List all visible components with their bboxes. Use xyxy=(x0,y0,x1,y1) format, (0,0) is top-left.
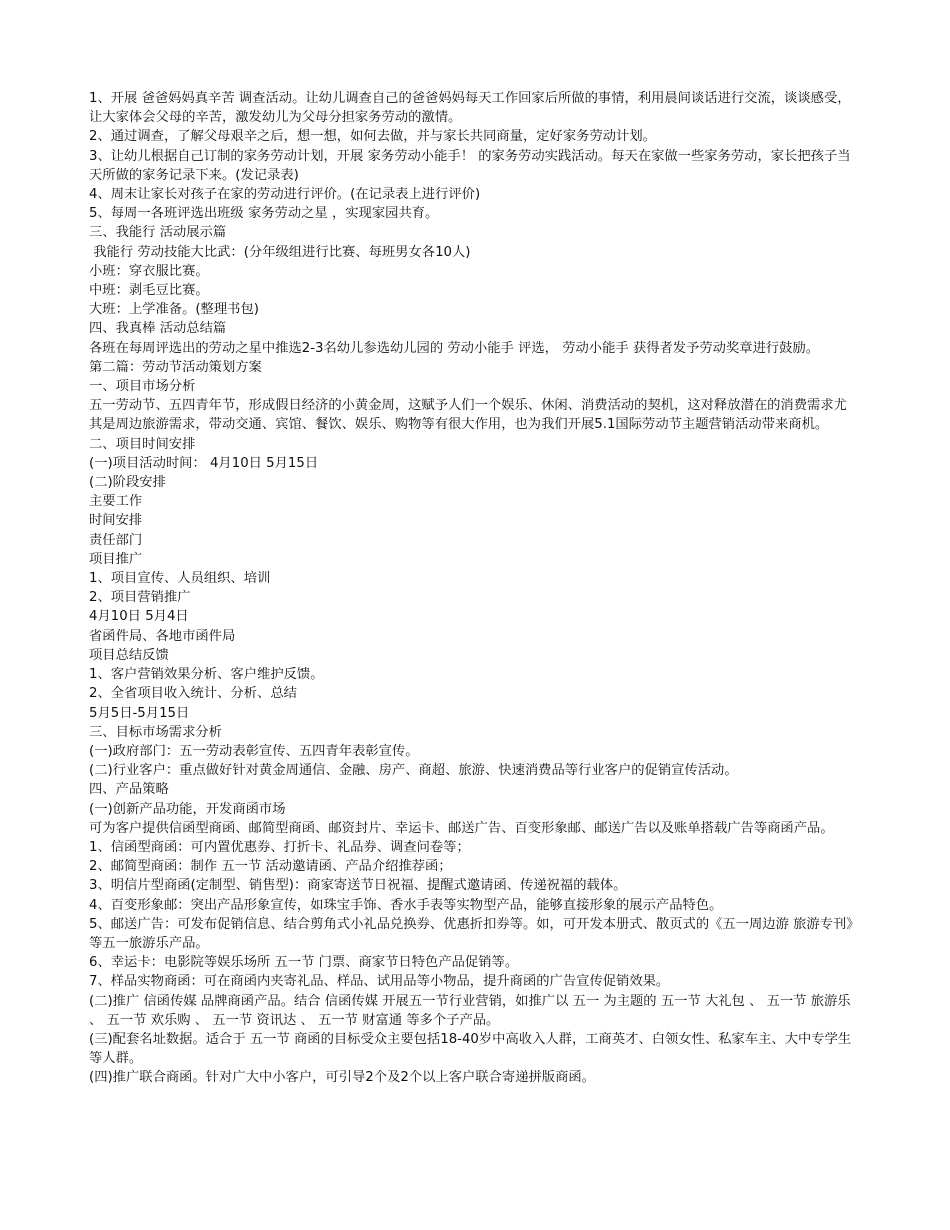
paragraph: 1、开展 爸爸妈妈真辛苦 调查活动。让幼儿调查自己的爸爸妈妈每天工作回家后所做的事情，利用晨间谈话进行交流，谈谈感受，让大家体会父母的辛苦，激发幼儿为父母分担家务劳动的激情。 xyxy=(89,91,851,126)
paragraph: 1、客户营销效果分析、客户维护反馈。 xyxy=(89,667,324,683)
paragraph: 各班在每周评选出的劳动之星中推选2-3名幼儿参选幼儿园的 劳动小能手 评选， 劳动小能手 获得者发予劳动奖章进行鼓励。 xyxy=(89,340,820,356)
paragraph: 4、百变形象邮：突出产品形象宣传，如珠宝手饰、香水手表等实物型产品，能够直接形象的展示产品特色。 xyxy=(89,897,723,913)
section-heading: 一、项目市场分析 xyxy=(89,379,196,395)
paragraph: 6、幸运卡：电影院等娱乐场所 五一节 门票、商家节日特色产品促销等。 xyxy=(89,955,519,971)
paragraph: 1、项目宣传、人员组织、培训 xyxy=(89,571,271,587)
paragraph: 4月10日 5月4日 xyxy=(89,609,189,625)
section-heading: 三、我能行 活动展示篇 xyxy=(89,225,227,241)
paragraph: 项目推广 xyxy=(89,551,143,567)
paragraph: 项目总结反馈 xyxy=(89,647,169,663)
paragraph: 5月5日-5月15日 xyxy=(89,705,190,721)
paragraph: 我能行 劳动技能大比武：(分年级组进行比赛、每班男女各10人) xyxy=(89,244,471,260)
paragraph: (一)政府部门：五一劳动表彰宣传、五四青年表彰宣传。 xyxy=(89,743,419,759)
paragraph: 省函件局、各地市函件局 xyxy=(89,628,236,644)
paragraph: 2、项目营销推广 xyxy=(89,590,191,606)
paragraph: (一)创新产品功能，开发商函市场 xyxy=(89,801,286,817)
paragraph: 2、通过调查，了解父母艰辛之后，想一想，如何去做，并与家长共同商量，定好家务劳动计划。 xyxy=(89,129,656,145)
paragraph: 4、周末让家长对孩子在家的劳动进行评价。(在记录表上进行评价) xyxy=(89,187,481,203)
paragraph: 1、信函型商函：可内置优惠券、打折卡、礼品券、调查问卷等； xyxy=(89,839,470,855)
paragraph: 五一劳动节、五四青年节，形成假日经济的小黄金周，这赋予人们一个娱乐、休闲、消费活动的契机，这对释放潜在的消费需求尤其是周边旅游需求，带动交通、宾馆、餐饮、娱乐、购物等有很大作用，也为我们开展5.1国际劳动节主题营销活动带来商机。 xyxy=(89,398,847,433)
paragraph: (三)配套名址数据。适合于 五一节 商函的目标受众主要包括18-40岁中高收入人群，工商英才、白领女性、私家车主、大中专学生等人群。 xyxy=(89,1031,852,1067)
paragraph: 3、明信片型商函(定制型、销售型)：商家寄送节日祝福、提醒式邀请函、传递祝福的载体。 xyxy=(89,878,627,894)
part-title: 第二篇：劳动节活动策划方案 xyxy=(89,359,262,375)
paragraph: 责任部门 xyxy=(89,532,143,548)
section-heading: 四、我真棒 活动总结篇 xyxy=(89,321,227,337)
paragraph: 2、全省项目收入统计、分析、总结 xyxy=(89,686,297,702)
paragraph: (二)推广 信函传媒 品牌商函产品。结合 信函传媒 开展五一节行业营销，如推广以 五一 为主题的 五一节 大礼包 、 五一节 旅游乐 、 五一节 欢乐购 、 五一节 资讯达 、 五一节 财富通 等多个子产品。 xyxy=(89,993,855,1028)
paragraph: 可为客户提供信函型商函、邮简型商函、邮资封片、幸运卡、邮送广告、百变形象邮、邮送广告以及账单搭载广告等商函产品。 xyxy=(89,820,834,836)
paragraph: (二)阶段安排 xyxy=(89,475,166,491)
paragraph: (二)行业客户：重点做好针对黄金周通信、金融、房产、商超、旅游、快速消费品等行业客户的促销宣传活动。 xyxy=(89,763,738,779)
paragraph: 小班：穿衣服比赛。 xyxy=(89,263,209,279)
paragraph: 时间安排 xyxy=(89,513,143,529)
section-heading: 四、产品策略 xyxy=(89,782,169,798)
paragraph: 3、让幼儿根据自己订制的家务劳动计划，开展 家务劳动小能手！ 的家务劳动实践活动。每天在家做一些家务劳动，家长把孩子当天所做的家务记录下来。(发记录表) xyxy=(89,148,851,183)
section-heading: 二、项目时间安排 xyxy=(89,436,196,452)
section-heading: 三、目标市场需求分析 xyxy=(89,724,222,740)
paragraph: 7、样品实物商函：可在商函内夹寄礼品、样品、试用品等小物品，提升商函的广告宣传促销效果。 xyxy=(89,974,670,990)
paragraph: 2、邮简型商函：制作 五一节 活动邀请函、产品介绍推荐函； xyxy=(89,859,452,875)
paragraph: (一)项目活动时间： 4月10日 5月15日 xyxy=(89,455,319,471)
paragraph: 主要工作 xyxy=(89,494,143,510)
paragraph: 中班：剥毛豆比赛。 xyxy=(89,283,209,299)
paragraph: (四)推广联合商函。针对广大中小客户，可引导2个及2个以上客户联合寄递拼版商函。 xyxy=(89,1070,595,1086)
paragraph: 大班：上学准备。(整理书包) xyxy=(89,302,259,318)
paragraph: 5、邮送广告：可发布促销信息、结合剪角式小礼品兑换券、优惠折扣券等。如，可开发本册式、散页式的《五一周边游 旅游专刊》等五一旅游乐产品。 xyxy=(89,916,860,951)
paragraph: 5、每周一各班评选出班级 家务劳动之星 ，实现家园共育。 xyxy=(89,206,439,222)
